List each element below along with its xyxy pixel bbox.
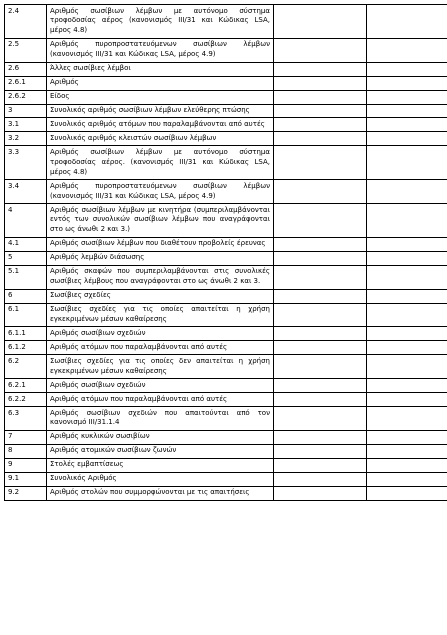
item-description-cell: Αριθμός ατομικών σωσίβιων ζωνών: [47, 444, 274, 458]
table-row: [5, 393, 447, 407]
item-description-cell: Αριθμός σωσίβιων λέμβων με κινητήρα (συμπεριλαμβάνονται εντός των συνολικών σωσίβιων λέμβων που αναγράφονται στο ως άνωθι 2 και 3.): [47, 204, 274, 238]
table-row: [5, 265, 447, 289]
value-cell-1[interactable]: [274, 132, 367, 146]
value-cell-1[interactable]: [274, 204, 367, 238]
value-cell-1[interactable]: [274, 76, 367, 90]
table-row: [5, 327, 447, 341]
value-cell-1[interactable]: [274, 486, 367, 500]
item-number-cell: 9.2: [5, 486, 47, 500]
item-description-cell: Αριθμός λεμβών διάσωσης: [47, 251, 274, 265]
item-number-cell: 3: [5, 104, 47, 118]
value-cell-1[interactable]: [274, 5, 367, 39]
table-row: [5, 204, 447, 238]
value-cell-2[interactable]: [367, 237, 447, 251]
table-row: [5, 251, 447, 265]
value-cell-2[interactable]: [367, 486, 447, 500]
value-cell-1[interactable]: [274, 237, 367, 251]
value-cell-2[interactable]: [367, 90, 447, 104]
item-description-cell: Αριθμός πυροπροστατευόμενων σωσίβιων λέμβων (κανονισμός III/31 και Κώδικας LSA, μέρος 4.9): [47, 180, 274, 204]
table-row: [5, 118, 447, 132]
value-cell-2[interactable]: [367, 118, 447, 132]
value-cell-1[interactable]: [274, 38, 367, 62]
item-description-cell: Σωσίβιες σχεδίες για τις οποίες απαιτείται η χρήση εγκεκριμένων μέσων καθαίρεσης: [47, 303, 274, 327]
item-number-cell: 9: [5, 458, 47, 472]
item-number-cell: 6.2.2: [5, 393, 47, 407]
table-row: [5, 407, 447, 431]
item-number-cell: 6.2: [5, 355, 47, 379]
value-cell-1[interactable]: [274, 180, 367, 204]
value-cell-2[interactable]: [367, 341, 447, 355]
value-cell-2[interactable]: [367, 407, 447, 431]
item-number-cell: 3.1: [5, 118, 47, 132]
value-cell-1[interactable]: [274, 265, 367, 289]
value-cell-2[interactable]: [367, 204, 447, 238]
item-number-cell: 8: [5, 444, 47, 458]
value-cell-2[interactable]: [367, 265, 447, 289]
item-description-cell: Συνολικός αριθμός κλειστών σωσίβιων λέμβων: [47, 132, 274, 146]
value-cell-2[interactable]: [367, 393, 447, 407]
item-description-cell: Αριθμός πυροπροστατευόμενων σωσίβιων λέμβων (κανονισμός III/31 και Κώδικας LSA, μέρος 4.9): [47, 38, 274, 62]
value-cell-1[interactable]: [274, 355, 367, 379]
item-description-cell: Είδος: [47, 90, 274, 104]
item-number-cell: 5.1: [5, 265, 47, 289]
value-cell-1[interactable]: [274, 458, 367, 472]
value-cell-2[interactable]: [367, 38, 447, 62]
item-number-cell: 2.6.2: [5, 90, 47, 104]
value-cell-2[interactable]: [367, 62, 447, 76]
item-description-cell: Αριθμός ατόμων που παραλαμβάνονται από αυτές: [47, 393, 274, 407]
item-number-cell: 5: [5, 251, 47, 265]
value-cell-1[interactable]: [274, 444, 367, 458]
item-description-cell: Αριθμός κυκλικών σωσιβίων: [47, 430, 274, 444]
item-description-cell: Αριθμός σωσίβιων λέμβων με αυτόνομο σύστημα τροφοδοσίας αέρος. (κανονισμός III/31 και Κώδικας LSA, μέρος 4.8): [47, 146, 274, 180]
equipment-record-page: [4, 4, 443, 501]
item-number-cell: 6.1: [5, 303, 47, 327]
item-description-cell: Στολές εμβαπτίσεως: [47, 458, 274, 472]
value-cell-1[interactable]: [274, 62, 367, 76]
item-number-cell: 7: [5, 430, 47, 444]
table-row: [5, 289, 447, 303]
value-cell-1[interactable]: [274, 407, 367, 431]
item-number-cell: 6.2.1: [5, 379, 47, 393]
value-cell-2[interactable]: [367, 180, 447, 204]
value-cell-2[interactable]: [367, 379, 447, 393]
value-cell-2[interactable]: [367, 146, 447, 180]
item-description-cell: Συνολικός Αριθμός: [47, 472, 274, 486]
table-row: [5, 303, 447, 327]
table-row: [5, 341, 447, 355]
item-description-cell: Αριθμός σωσίβιων σχεδιών: [47, 327, 274, 341]
value-cell-1[interactable]: [274, 430, 367, 444]
item-description-cell: Άλλες σωσίβιες λέμβοι: [47, 62, 274, 76]
value-cell-1[interactable]: [274, 327, 367, 341]
item-number-cell: 4: [5, 204, 47, 238]
item-number-cell: 6: [5, 289, 47, 303]
value-cell-2[interactable]: [367, 5, 447, 39]
table-row: [5, 430, 447, 444]
item-number-cell: 6.1.1: [5, 327, 47, 341]
item-number-cell: 6.3: [5, 407, 47, 431]
value-cell-2[interactable]: [367, 472, 447, 486]
value-cell-2[interactable]: [367, 289, 447, 303]
lifesaving-equipment-table: [4, 4, 447, 501]
table-row: [5, 90, 447, 104]
item-description-cell: Αριθμός στολών που συμμορφώνονται με τις απαιτήσεις: [47, 486, 274, 500]
value-cell-1[interactable]: [274, 146, 367, 180]
item-number-cell: 2.6: [5, 62, 47, 76]
value-cell-2[interactable]: [367, 104, 447, 118]
item-description-cell: Συνολικός αριθμός σωσίβιων λέμβων ελεύθερης πτώσης: [47, 104, 274, 118]
table-row: [5, 180, 447, 204]
item-description-cell: Αριθμός σωσίβιων λέμβων που διαθέτουν προβολείς έρευνας: [47, 237, 274, 251]
table-row: [5, 38, 447, 62]
value-cell-1[interactable]: [274, 341, 367, 355]
item-number-cell: 3.3: [5, 146, 47, 180]
value-cell-1[interactable]: [274, 118, 367, 132]
item-number-cell: 2.6.1: [5, 76, 47, 90]
value-cell-1[interactable]: [274, 379, 367, 393]
item-description-cell: Αριθμός σωσίβιων σχεδιών: [47, 379, 274, 393]
item-description-cell: Αριθμός: [47, 76, 274, 90]
table-row: [5, 379, 447, 393]
value-cell-1[interactable]: [274, 90, 367, 104]
table-row: [5, 486, 447, 500]
value-cell-1[interactable]: [274, 472, 367, 486]
item-number-cell: 4.1: [5, 237, 47, 251]
value-cell-2[interactable]: [367, 132, 447, 146]
value-cell-2[interactable]: [367, 458, 447, 472]
value-cell-1[interactable]: [274, 251, 367, 265]
value-cell-1[interactable]: [274, 303, 367, 327]
item-number-cell: 3.2: [5, 132, 47, 146]
item-description-cell: Σωσίβιες σχεδίες για τις οποίες δεν απαιτείται η χρήση εγκεκριμένων μέσων καθαίρεσης: [47, 355, 274, 379]
item-description-cell: Αριθμός ατόμων που παραλαμβάνονται από αυτές: [47, 341, 274, 355]
table-row: [5, 104, 447, 118]
value-cell-2[interactable]: [367, 76, 447, 90]
value-cell-1[interactable]: [274, 104, 367, 118]
value-cell-2[interactable]: [367, 430, 447, 444]
value-cell-2[interactable]: [367, 444, 447, 458]
value-cell-2[interactable]: [367, 355, 447, 379]
item-description-cell: Αριθμός σκαφών που συμπεριλαμβάνονται στις συνολικές σωσίβιες λέμβους που αναγράφονται στο ως άνωθι 2 και 3.: [47, 265, 274, 289]
value-cell-2[interactable]: [367, 251, 447, 265]
item-description-cell: Συνολικός αριθμός ατόμων που παραλαμβάνονται από αυτές: [47, 118, 274, 132]
value-cell-2[interactable]: [367, 327, 447, 341]
value-cell-1[interactable]: [274, 393, 367, 407]
table-row: [5, 62, 447, 76]
table-row: [5, 132, 447, 146]
table-body: [5, 5, 447, 501]
item-number-cell: 2.5: [5, 38, 47, 62]
table-row: [5, 237, 447, 251]
value-cell-2[interactable]: [367, 303, 447, 327]
table-row: [5, 472, 447, 486]
item-description-cell: Σωσίβιες σχεδίες: [47, 289, 274, 303]
table-row: [5, 146, 447, 180]
item-number-cell: 3.4: [5, 180, 47, 204]
table-row: [5, 458, 447, 472]
table-row: [5, 5, 447, 39]
table-row: [5, 355, 447, 379]
item-description-cell: Αριθμός σωσίβιων σχεδιών που απαιτούνται από τον κανονισμό III/31.1.4: [47, 407, 274, 431]
item-number-cell: 9.1: [5, 472, 47, 486]
value-cell-1[interactable]: [274, 289, 367, 303]
item-number-cell: 6.1.2: [5, 341, 47, 355]
table-row: [5, 444, 447, 458]
table-row: [5, 76, 447, 90]
item-description-cell: Αριθμός σωσίβιων λέμβων με αυτόνομο σύστημα τροφοδοσίας αέρος (κανονισμός III/31 και Κώδικας LSA, μέρος 4.8): [47, 5, 274, 39]
item-number-cell: 2.4: [5, 5, 47, 39]
